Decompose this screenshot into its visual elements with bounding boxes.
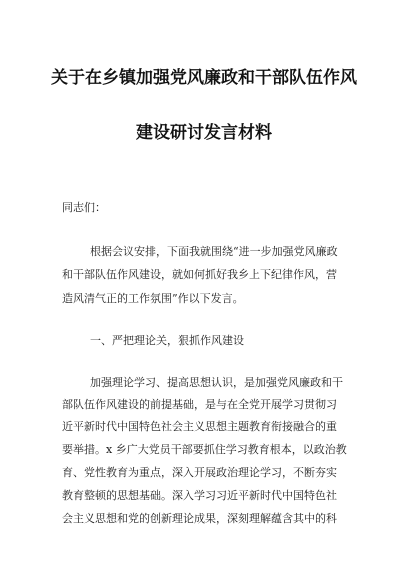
paragraph2-line-4: 要举措。x 乡广大党员干部要抓住学习教育根本，以政治教 [62,443,347,456]
section1-heading: 一、严把理论关，狠抓作风建设 [90,334,244,347]
document-title-line-2: 建设研讨发言材料 [136,123,272,143]
paragraph1-line-1: 根据会议安排，下面我就围绕“进一步加强党风廉政 [90,245,338,258]
paragraph1-line-2: 和干部队伍作风建设，就如何抓好我乡上下纪律作风，营 [62,268,337,281]
paragraph2-line-2: 部队伍作风建设的前提基础，是与在全党开展学习贯彻习 [62,398,337,411]
salutation: 同志们： [62,201,106,214]
paragraph2-line-5: 育、党性教育为重点，深入开展政治理论学习，不断夯实 [62,466,337,479]
paragraph2-line-1: 加强理论学习、提高思想认识，是加强党风廉政和干 [90,376,343,389]
paragraph2-line-6: 教育整顿的思想基础。深入学习习近平新时代中国特色社 [62,489,337,502]
paragraph2-line-3: 近平新时代中国特色社会主义思想主题教育衔接融合的重 [62,420,337,433]
paragraph2-line-7: 会主义思想和党的创新理论成果，深刻理解蕴含其中的科 [62,512,337,525]
document-title-line-1: 关于在乡镇加强党风廉政和干部队伍作风 [51,68,357,88]
paragraph1-line-3: 造风清气正的工作氛围”作以下发言。 [62,292,244,305]
